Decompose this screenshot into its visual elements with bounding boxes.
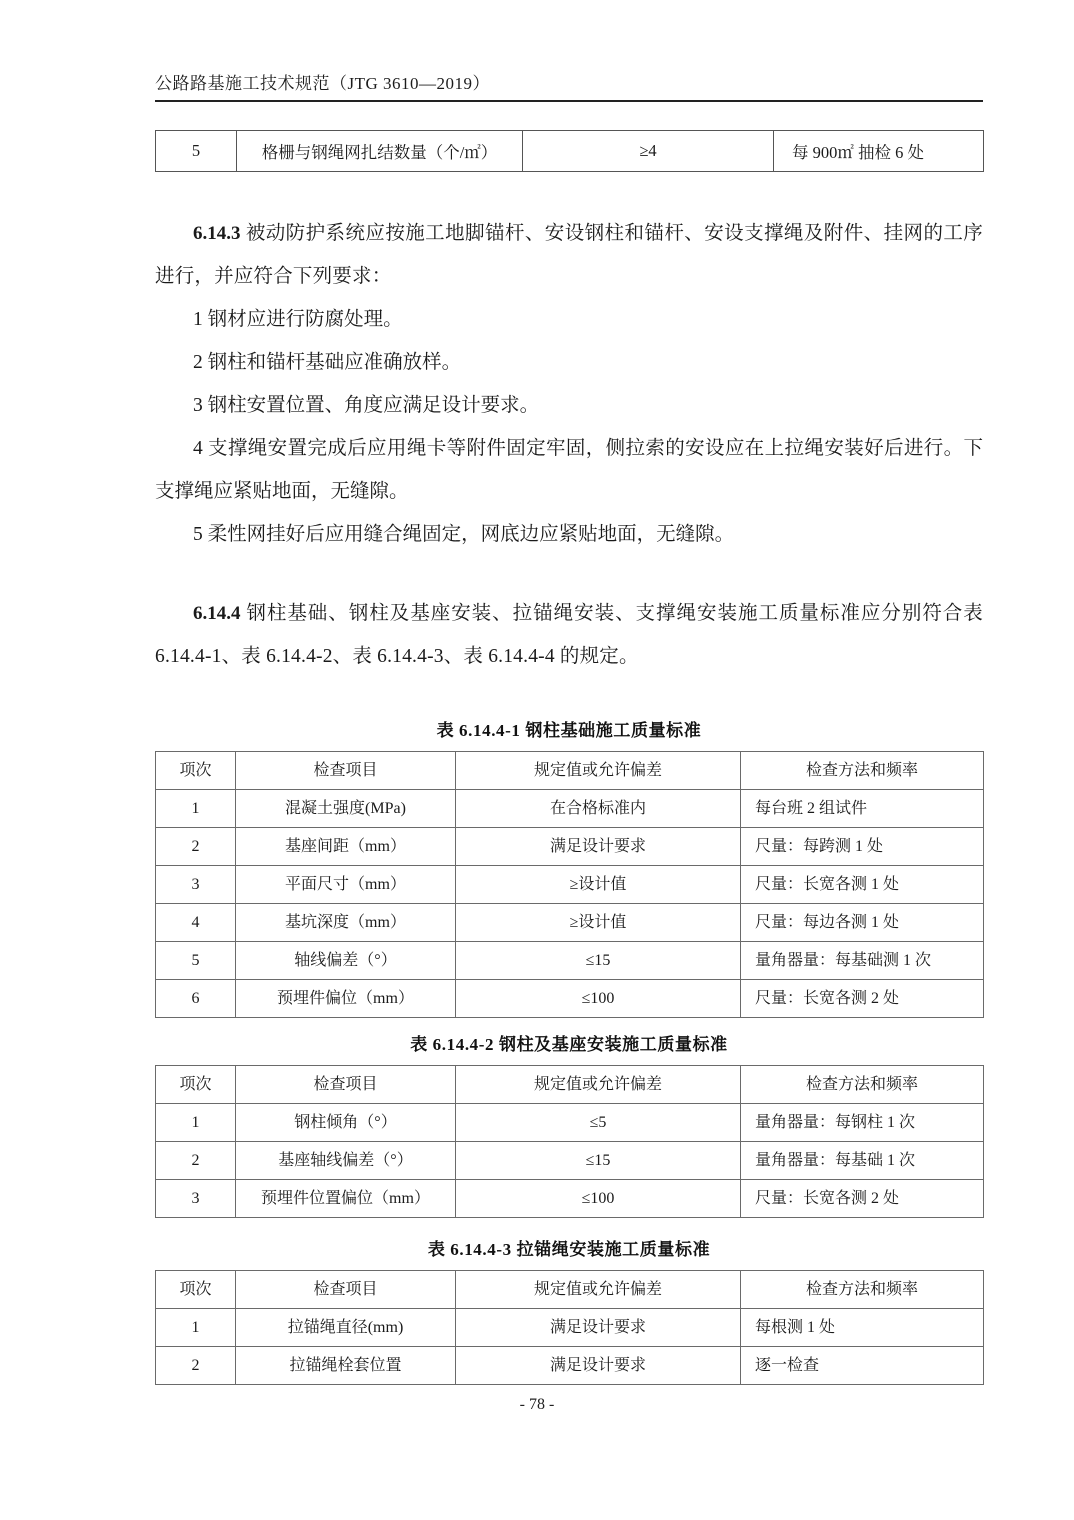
cell-index: 1 [156, 1104, 236, 1142]
cell-method: 逐一检查 [741, 1347, 984, 1385]
cell-index: 3 [156, 866, 236, 904]
table-3-block [155, 1237, 983, 1385]
column-header: 检查项目 [236, 752, 456, 790]
table-2 [155, 1065, 984, 1218]
list-item: 4 支撑绳安置完成后应用绳卡等附件固定牢固，侧拉索的安设应在上拉绳安装好后进行。下支撑绳应紧贴地面，无缝隙。 [155, 438, 983, 502]
cell-item: 钢柱倾角（°） [236, 1104, 456, 1142]
cell-spec: 满足设计要求 [456, 1347, 741, 1385]
column-header: 规定值或允许偏差 [456, 1066, 741, 1104]
cell-spec: ≤100 [456, 980, 741, 1018]
column-header: 项次 [156, 1066, 236, 1104]
list-item: 1 钢材应进行防腐处理。 [193, 309, 403, 330]
cell-method: 量角器量：每基础 1 次 [741, 1142, 984, 1180]
cell-spec: ≤15 [456, 942, 741, 980]
cell-spec: 满足设计要求 [456, 1309, 741, 1347]
table-row [156, 1142, 984, 1180]
list-item: 3 钢柱安置位置、角度应满足设计要求。 [193, 395, 540, 416]
column-header: 检查项目 [236, 1271, 456, 1309]
cell-item: 拉锚绳栓套位置 [236, 1347, 456, 1385]
cell-item: 预埋件位置偏位（mm） [236, 1180, 456, 1218]
page-footer [0, 1396, 1074, 1414]
cell-method: 尺量：每跨测 1 处 [741, 828, 984, 866]
table-row [156, 828, 984, 866]
table-3-caption: 表 6.14.4-3 拉锚绳安装施工质量标准 [427, 1240, 711, 1259]
table-3 [155, 1270, 984, 1385]
cell-spec: ≥4 [523, 131, 774, 172]
list-item: 5 柔性网挂好后应用缝合绳固定，网底边应紧贴地面，无缝隙。 [193, 524, 735, 545]
table-header-row [156, 1066, 984, 1104]
table-row [156, 942, 984, 980]
cell-method: 每台班 2 组试件 [741, 790, 984, 828]
column-header: 检查项目 [236, 1066, 456, 1104]
cell-method: 尺量：长宽各测 1 处 [741, 866, 984, 904]
column-header: 检查方法和频率 [741, 1271, 984, 1309]
table-row [156, 1104, 984, 1142]
cell-index: 2 [156, 1142, 236, 1180]
cell-index: 2 [156, 1347, 236, 1385]
table-1-block [155, 718, 983, 1018]
clause-6-14-3-paragraph [155, 212, 983, 298]
cell-item: 拉锚绳直径(mm) [236, 1309, 456, 1347]
cell-spec: 在合格标准内 [456, 790, 741, 828]
table-row [156, 1347, 984, 1385]
list-item: 2 钢柱和锚杆基础应准确放样。 [193, 352, 462, 373]
cell-item: 基座轴线偏差（°） [236, 1142, 456, 1180]
table-header-row [156, 752, 984, 790]
table-1 [155, 751, 984, 1018]
cell-item: 混凝土强度(MPa) [236, 790, 456, 828]
table-row [156, 131, 984, 172]
cell-method: 每根测 1 处 [741, 1309, 984, 1347]
clause-text: 钢柱基础、钢柱及基座安装、拉锚绳安装、支撑绳安装施工质量标准应分别符合表 6.14.4-1、表 6.14.4-2、表 6.14.4-3、表 6.14.4-4 的规定。 [155, 603, 983, 667]
cell-method: 量角器量：每钢柱 1 次 [741, 1104, 984, 1142]
table-row [156, 1309, 984, 1347]
header-divider [155, 100, 983, 102]
cell-index: 4 [156, 904, 236, 942]
cell-spec: ≥设计值 [456, 904, 741, 942]
clause-number: 6.14.4 [193, 603, 241, 624]
column-header: 项次 [156, 1271, 236, 1309]
table-row [156, 980, 984, 1018]
column-header: 检查方法和频率 [741, 1066, 984, 1104]
column-header: 规定值或允许偏差 [456, 1271, 741, 1309]
clause-6-14-4-paragraph [155, 592, 983, 678]
cell-item: 预埋件偏位（mm） [236, 980, 456, 1018]
column-header: 规定值或允许偏差 [456, 752, 741, 790]
column-header: 检查方法和频率 [741, 752, 984, 790]
cell-method: 尺量：每边各测 1 处 [741, 904, 984, 942]
cell-index: 2 [156, 828, 236, 866]
page-number: - 78 - [519, 1396, 555, 1413]
cell-index: 1 [156, 790, 236, 828]
table-row [156, 904, 984, 942]
cell-method: 尺量：长宽各测 2 处 [741, 980, 984, 1018]
table-row [156, 866, 984, 904]
cell-method: 尺量：长宽各测 2 处 [741, 1180, 984, 1218]
cell-method: 量角器量：每基础测 1 次 [741, 942, 984, 980]
table-2-block [155, 1032, 983, 1218]
cell-spec: ≥设计值 [456, 866, 741, 904]
table-row [156, 1180, 984, 1218]
header-title: 公路路基施工技术规范（JTG 3610—2019） [155, 74, 491, 93]
cell-spec: ≤15 [456, 1142, 741, 1180]
cell-item: 基坑深度（mm） [236, 904, 456, 942]
column-header: 项次 [156, 752, 236, 790]
cell-item: 平面尺寸（mm） [236, 866, 456, 904]
cell-index: 3 [156, 1180, 236, 1218]
cell-spec: ≤100 [456, 1180, 741, 1218]
continued-table [155, 130, 984, 172]
cell-item: 轴线偏差（°） [236, 942, 456, 980]
cell-item: 基座间距（mm） [236, 828, 456, 866]
cell-index: 6 [156, 980, 236, 1018]
table-2-caption: 表 6.14.4-2 钢柱及基座安装施工质量标准 [410, 1035, 728, 1054]
table-header-row [156, 1271, 984, 1309]
clause-text: 被动防护系统应按施工地脚锚杆、安设钢柱和锚杆、安设支撑绳及附件、挂网的工序进行，并应符合下列要求： [155, 223, 983, 287]
clause-number: 6.14.3 [193, 223, 241, 244]
cell-item: 格栅与钢绳网扎结数量（个/㎡） [237, 131, 523, 172]
running-header [155, 72, 983, 102]
cell-method: 每 900㎡ 抽检 6 处 [774, 131, 984, 172]
cell-index: 1 [156, 1309, 236, 1347]
cell-spec: ≤5 [456, 1104, 741, 1142]
table-row [156, 790, 984, 828]
cell-index: 5 [156, 942, 236, 980]
clause-6-14-4 [155, 592, 983, 678]
cell-spec: 满足设计要求 [456, 828, 741, 866]
clause-6-14-3 [155, 212, 983, 556]
cell-index: 5 [156, 131, 237, 172]
table-1-caption: 表 6.14.4-1 钢柱基础施工质量标准 [436, 721, 702, 740]
